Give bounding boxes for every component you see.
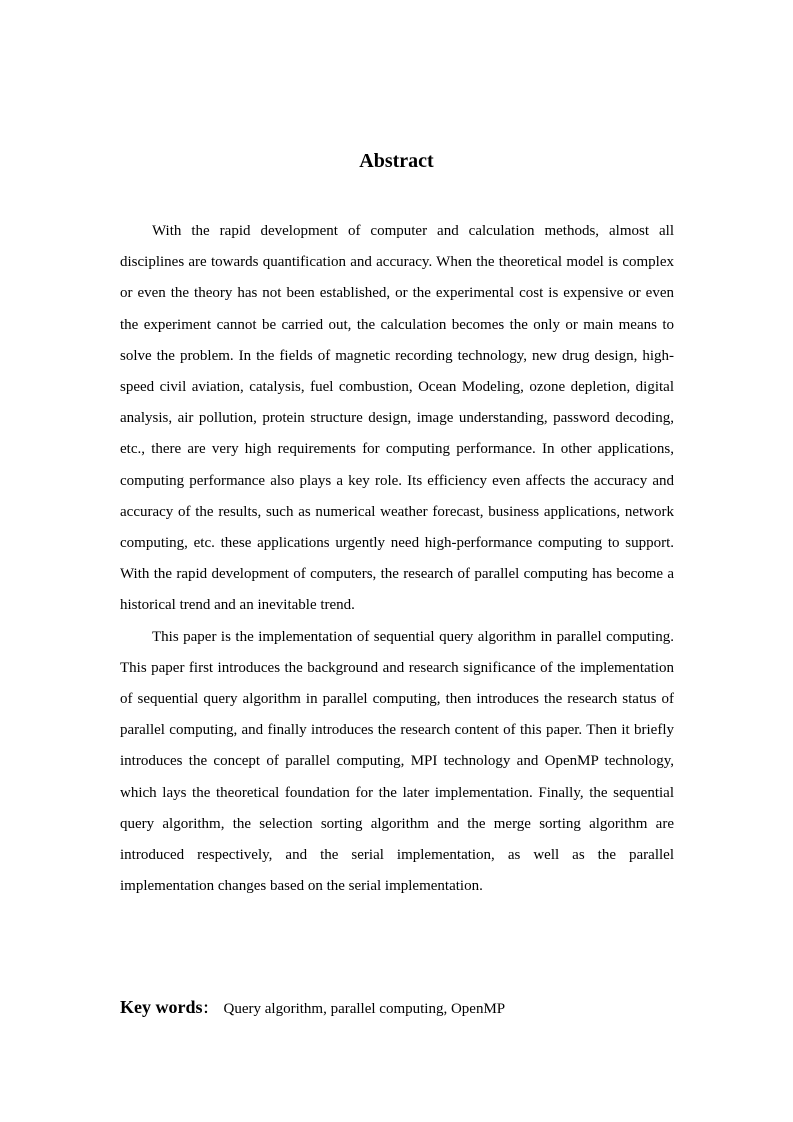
abstract-body bbox=[120, 216, 674, 902]
abstract-paragraph-1: With the rapid development of computer and calculation methods, almost all disciplines are towards quantification and accuracy. When the theoretical model is complex or even the theory has not been established, or the experimental cost is expensive or even the experiment cannot be carried out, the calculation becomes the only or main means to solve the problem. In the fields of magnetic recording technology, new drug design, high-speed civil aviation, catalysis, fuel combustion, Ocean Modeling, ozone depletion, digital analysis, air pollution, protein structure design, image understanding, password decoding, etc., there are very high requirements for computing performance. In other applications, computing performance also plays a key role. Its efficiency even affects the accuracy and accuracy of the results, such as numerical weather forecast, business applications, network computing, etc. these applications urgently need high-performance computing to support. With the rapid development of computers, the research of parallel computing has become a historical trend and an inevitable trend. bbox=[120, 223, 674, 614]
abstract-title: Abstract bbox=[359, 150, 434, 172]
keywords-colon: ： bbox=[202, 1001, 218, 1017]
keywords-line bbox=[120, 994, 680, 1022]
keywords-label: Key words bbox=[120, 997, 203, 1017]
keywords-value: Query algorithm, parallel computing, OpenMP bbox=[223, 1001, 506, 1017]
abstract-paragraph-2: This paper is the implementation of sequential query algorithm in parallel computing. This paper first introduces the background and research significance of the implementation of sequential query algorithm in parallel computing, then introduces the research status of parallel computing, and finally introduces the research content of this paper. Then it briefly introduces the concept of parallel computing, MPI technology and OpenMP technology, which lays the theoretical foundation for the later implementation. Finally, the sequential query algorithm, the selection sorting algorithm and the merge sorting algorithm are introduced respectively, and the serial implementation, as well as the parallel implementation changes based on the serial implementation. bbox=[120, 628, 674, 895]
